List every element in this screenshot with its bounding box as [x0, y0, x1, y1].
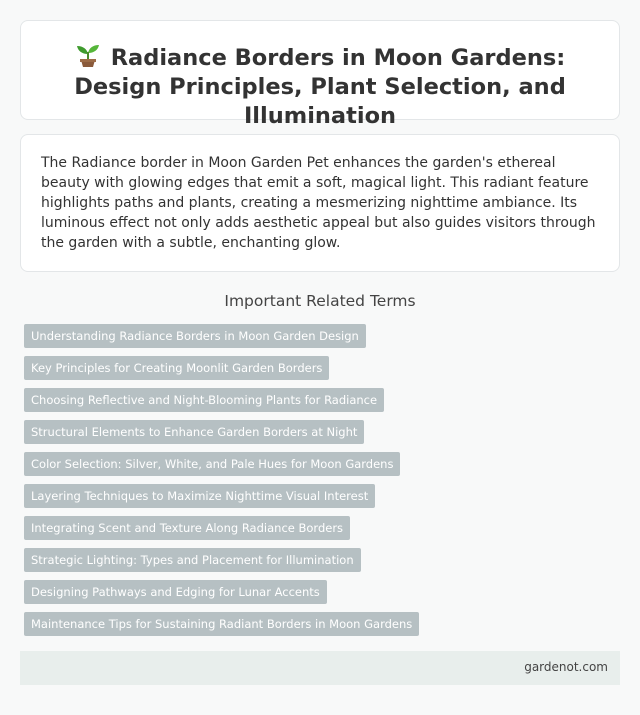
related-terms-heading: Important Related Terms: [224, 292, 416, 310]
related-term-tag[interactable]: Key Principles for Creating Moonlit Garden Borders: [24, 356, 329, 380]
related-term-tag[interactable]: Integrating Scent and Texture Along Radiance Borders: [24, 516, 350, 540]
related-term-tag[interactable]: Choosing Reflective and Night-Blooming Plants for Radiance: [24, 388, 384, 412]
title-card: [20, 20, 620, 129]
related-term-tag[interactable]: Strategic Lighting: Types and Placement for Illumination: [24, 548, 361, 572]
related-term-tag[interactable]: Color Selection: Silver, White, and Pale Hues for Moon Gardens: [24, 452, 400, 476]
description-text: The Radiance border in Moon Garden Pet enhances the garden's ethereal beauty with glowing edges that emit a soft, magical light. This radiant feature highlights paths and plants, creating a mesmerizing nighttime ambiance. Its luminous effect not only adds aesthetic appeal but also guides visitors through the garden with a subtle, enchanting glow.: [41, 155, 596, 251]
related-term-tag[interactable]: Layering Techniques to Maximize Nighttime Visual Interest: [24, 484, 375, 508]
related-terms-list: [24, 324, 419, 644]
related-term-tag[interactable]: Understanding Radiance Borders in Moon Garden Design: [24, 324, 366, 348]
page-title: [41, 43, 599, 131]
related-term-tag[interactable]: Structural Elements to Enhance Garden Borders at Night: [24, 420, 364, 444]
sprout-icon: [75, 43, 101, 67]
footer-site-name[interactable]: gardenot.com: [524, 660, 608, 674]
related-term-tag[interactable]: Designing Pathways and Edging for Lunar Accents: [24, 580, 327, 604]
footer: [20, 651, 620, 685]
related-term-tag[interactable]: Maintenance Tips for Sustaining Radiant Borders in Moon Gardens: [24, 612, 419, 636]
description-card: [20, 134, 620, 272]
page-title-text: Radiance Borders in Moon Gardens: Design Principles, Plant Selection, and Illumination: [74, 45, 566, 129]
